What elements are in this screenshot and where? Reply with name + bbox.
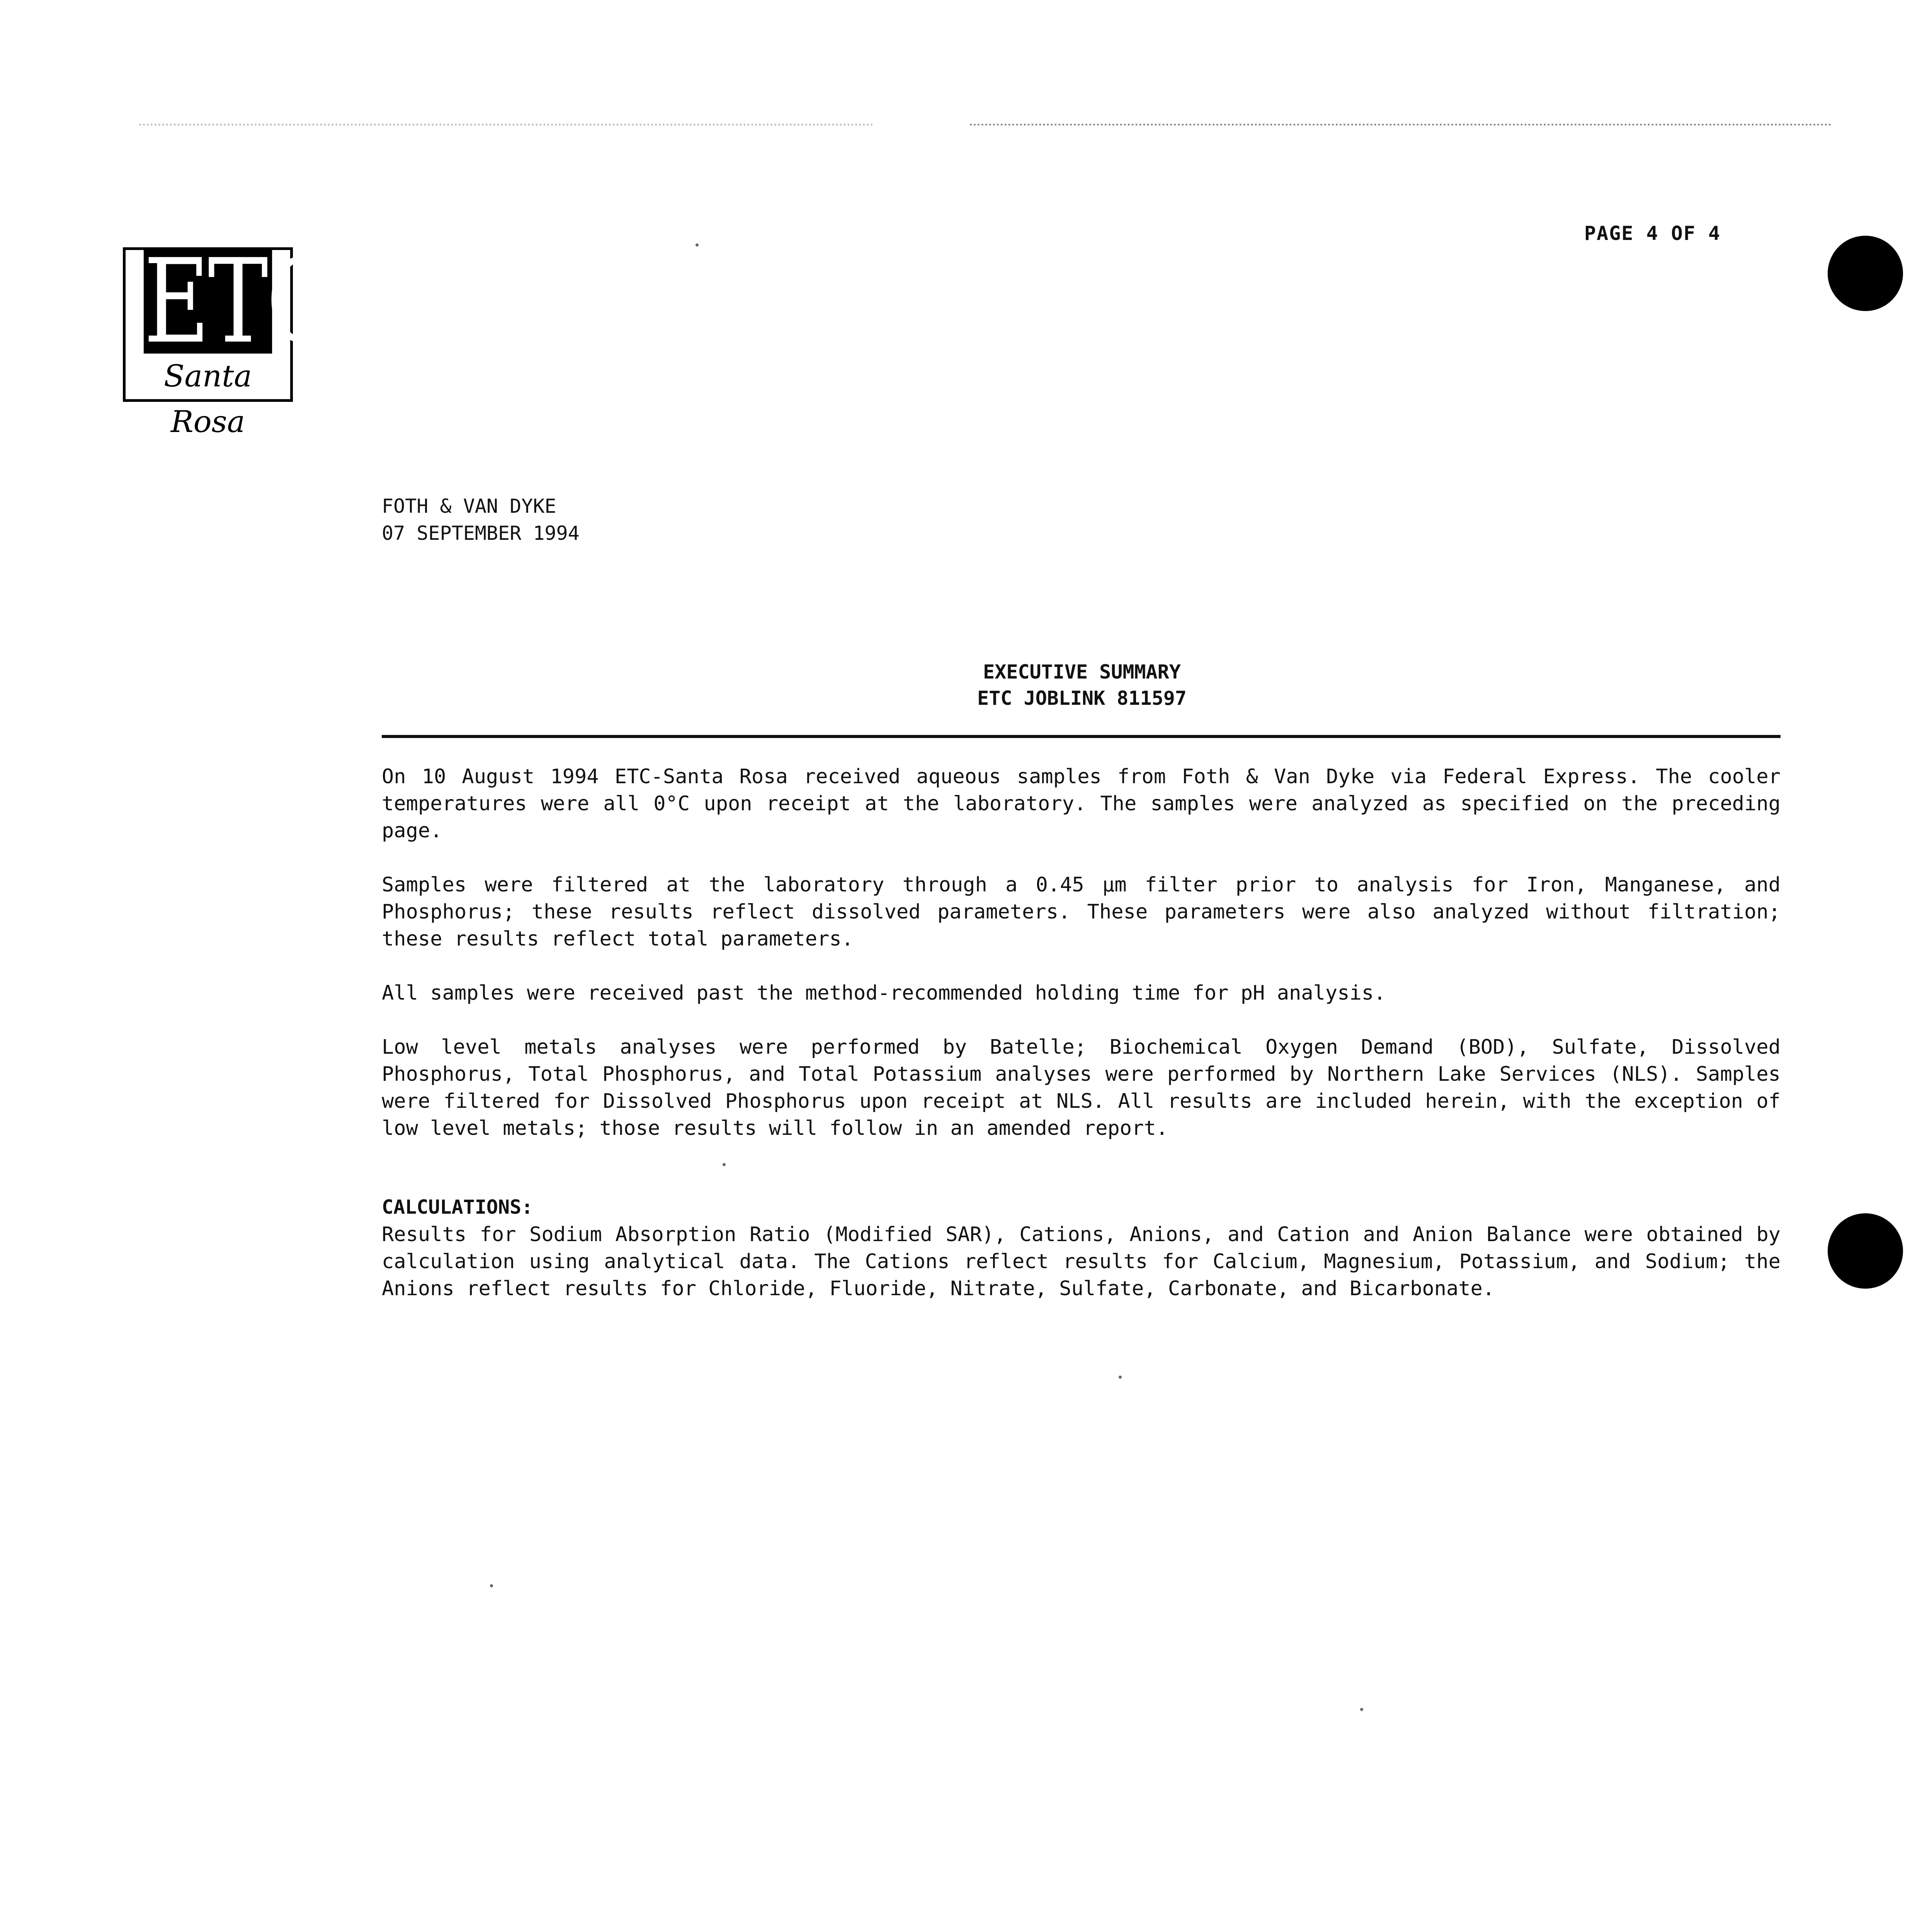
scan-speck (696, 243, 699, 247)
joblink-number: ETC JOBLINK 811597 (977, 687, 1187, 709)
paragraph-filtration: Samples were filtered at the laboratory through a 0.45 µm filter prior to analysis for Iron, Manganese, and Phosphorus; these results reflect dissolved parameters. These parameters were also analyzed without filtration; these results reflect total parameters. (382, 873, 1781, 951)
summary-title: EXECUTIVE SUMMARY (983, 661, 1181, 683)
paragraph-holding-time: All samples were received past the method-recommended holding time for pH analysis. (382, 981, 1386, 1005)
paragraph-subcontract: Low level metals analyses were performed by Batelle; Biochemical Oxygen Demand (BOD), Sulfate, Dissolved Phosphorus, Total Phosphorus, and Total Potassium analyses were performed by Northern Lake Services (NLS). Samples were filtered for Dissolved Phosphorus upon receipt at NLS. All results are included herein, with the exception of low level metals; those results will follow in an amended report. (382, 1036, 1781, 1140)
scan-speck (723, 1163, 726, 1166)
punch-hole-top (1828, 236, 1903, 311)
logo-sub-text: Santa Rosa (163, 359, 252, 439)
company-logo (123, 234, 334, 439)
scan-speck (1119, 1376, 1122, 1379)
punch-hole-middle (1828, 1213, 1903, 1289)
addressee-date: 07 SEPTEMBER 1994 (382, 522, 580, 544)
calculations-text: Results for Sodium Absorption Ratio (Modified SAR), Cations, Anions, and Cation and Anion Balance were obtained by calculation using analytical data. The Cations reflect results for Calcium, Magnesium, Potassium, and Sodium; the Anions reflect results for Chloride, Fluoride, Nitrate, Sulfate, Carbonate, and Bicarbonate. (382, 1223, 1781, 1300)
paragraph-receipt: On 10 August 1994 ETC-Santa Rosa received aqueous samples from Foth & Van Dyke via Federal Express. The cooler temperatures were all 0°C upon receipt at the laboratory. The samples were analyzed as specified on the preceding page. (382, 765, 1781, 842)
addressee-company: FOTH & VAN DYKE (382, 495, 556, 517)
scan-artifact-right (970, 124, 1832, 126)
scan-speck (1360, 1708, 1363, 1711)
scan-speck (490, 1584, 493, 1587)
logo-main-text: ETC (143, 234, 334, 369)
calculations-heading: CALCULATIONS: (382, 1196, 533, 1218)
page-number: PAGE 4 OF 4 (1584, 222, 1721, 245)
header-rule (382, 735, 1781, 738)
addressee-block (382, 493, 580, 547)
scan-artifact-left (139, 124, 873, 126)
